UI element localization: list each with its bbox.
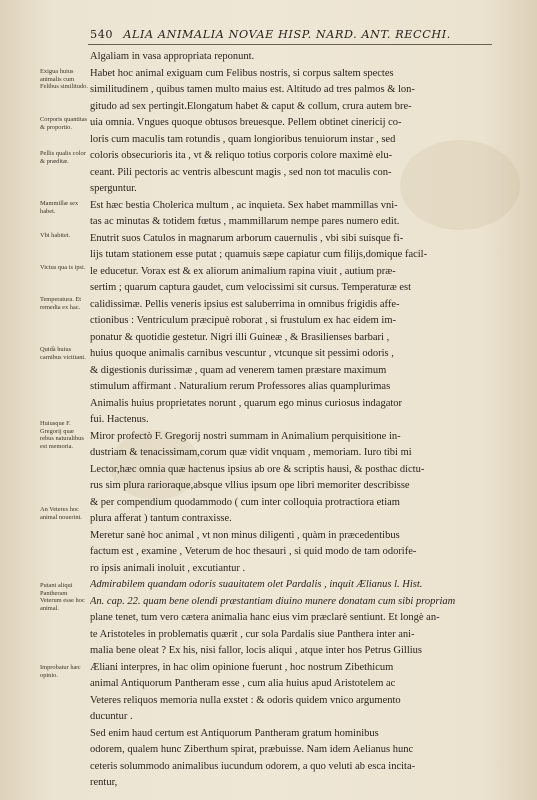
text-line: ctionibus : Ventriculum præcipuè roborat , si frustulum ex hac eidem im-	[90, 315, 396, 326]
margin-note: Putant aliqui Pantheram Veterum esse hoc animal.	[40, 582, 85, 612]
text-line: Algaliam in vasa appropriata reponunt.	[90, 51, 255, 62]
text-line: Æliani interpres, in hac olim opinione fuerunt , hoc nostrum Zibethicum	[90, 661, 394, 673]
text-line: fui. Hactenus.	[90, 414, 149, 425]
text-line: le educetur. Vorax est & ex aliorum animalium rapina viuit , autium præ-	[90, 265, 396, 277]
text-line: plura afferat ) tantum contraxisse.	[90, 513, 232, 524]
margin-note: Quidà huius carnibus victitant.	[40, 346, 86, 361]
text-line: sertim ; quarum captura gaudet, cum velocissimi sit cursus. Temperaturæ est	[90, 282, 411, 293]
text-line: Habet hoc animal exiguam cum Felibus nostris, si corpus saltem spectes	[90, 67, 394, 79]
page-number: 540	[90, 28, 114, 41]
text-line: gitudo ad sex pertingit.Elongatum habet & caput & collum, crura autem bre-	[90, 100, 412, 112]
text-line: malia bene oleat ? Ex his, nisi fallor, locis aliqui , atque inter hos Petrus Gillius	[90, 645, 423, 656]
text-line: stimulum affirmant . Naturalium rerum Professores alias quamplurimas	[90, 381, 391, 392]
text-line: sperguntur.	[90, 183, 137, 194]
margin-note: Victus qua is ipsi.	[40, 264, 86, 271]
text-line: ducuntur .	[90, 711, 133, 722]
text-line: similitudinem , quibus tamen multo maius est. Altitudo ad tres palmos & lon-	[90, 84, 415, 95]
text-line: Lector,hæc omnia quæ hactenus ipsius ab ore & scriptis hausi, & posthac dictu-	[90, 463, 425, 475]
text-line: plane tenet, tum vero cætera animalia hanc eius vim præclarè sentiunt. Et longè an-	[90, 612, 440, 623]
margin-note: Mammillæ sex habet.	[40, 200, 79, 215]
text-line: Enutrit suos Catulos in magnarum arborum cauernulis , vbi sibi suisque fi-	[90, 232, 404, 244]
quote-line: An. cap. 22. quam bene olendi præstantiam diuino munere donatam cum sibi propriam	[90, 595, 456, 607]
text-line: uia omnia. Vngues quoque obtusos breuesque. Pellem obtinet cinericij co-	[90, 117, 402, 128]
text-line: animal Antiquorum Pantheram esse , cum alia huius apud Aristotelem ac	[90, 678, 396, 689]
text-line: & digestionis durissimæ , quam ad venerem tamen præstare maximum	[90, 364, 387, 376]
text-line: rentur,	[90, 777, 118, 788]
text-line: huius quoque animalis carnibus vescuntur , vtcunque sit pessimi odoris ,	[90, 348, 394, 359]
text-line: Sed enim haud certum est Antiquorum Pantheram gratum hominibus	[90, 727, 379, 739]
margin-note: Temperatura. Et remedia ex hac.	[40, 296, 82, 311]
text-line: Veteres reliquos memoria nulla exstet : & odoris quidem vnico argumento	[90, 694, 401, 706]
text-line: ro ipsis animali inoluit , excutiantur .	[90, 562, 246, 574]
running-title: ALIA ANIMALIA NOVAE HISP. NARD. ANT. RECCHI.	[123, 28, 451, 41]
text-line: te Aristoteles in problematis quærit , cur sola Pardalis siue Panthera inter ani-	[90, 628, 415, 640]
text-line: loris cum maculis tam rotundis , quam longioribus tenuiorum instar , sed	[90, 133, 396, 145]
margin-note: Corporis quantitas & proportio.	[40, 116, 88, 131]
text-line: calidissimæ. Pellis veneris ipsius est saluberrima in omnibus frigidis affe-	[90, 298, 400, 310]
header-rule	[88, 44, 492, 45]
margin-note: An Veteres hoc animal nouerint.	[40, 506, 82, 521]
text-line: ceant. Pili pectoris ac ventris albescunt magis , sed non tot maculis con-	[90, 166, 392, 178]
margin-note: Exigua huius animalis cum Felibus similitudo.	[40, 68, 88, 91]
text-line: ceteris solummodo animalibus iucundum odorem, a quo veluti ab esca incita-	[90, 760, 416, 772]
text-line: ponatur & quotidie gestetur. Nigri illi Guineæ , & Brasilienses barbari ,	[90, 331, 390, 343]
body-text	[90, 49, 492, 792]
text-line: lijs tutam stationem esse putat ; quamuis sæpe capiatur cum filijs,domique facil-	[90, 249, 428, 260]
text-line: Est hæc bestia Cholerica multum , ac inquieta. Sex habet mammillas vni-	[90, 199, 398, 211]
margin-note: Vbi habitet.	[40, 232, 71, 239]
text-line: coloris obsecurioris ita , vt & reliquo totius corporis colore maximè elu-	[90, 150, 393, 161]
quote-line: Admirabilem quandam odoris suauitatem olet Pardalis , inquit Ælianus l. Hist.	[90, 579, 423, 590]
text-line: odorem, qualem hunc Ziberthum spirat, præbuisse. Nam idem Aelianus hunc	[90, 744, 414, 755]
text-line: dustriam & tenacissimam,corum quæ vidit vnquam , memoriam. Iuro tibi mi	[90, 447, 412, 458]
text-line: Meretur sanè hoc animal , vt non minus diligenti , quàm in præcedentibus	[90, 529, 400, 541]
text-line: rus sim plura rarioraque,absque vllius ipsum ope libri memoriter describisse	[90, 480, 410, 491]
text-line: Miror profectò F. Gregorij nostri summam in Animalium perquisitione in-	[90, 430, 401, 442]
text-line: & per compendium quodammodo ( cum inter colloquia protractiora etiam	[90, 496, 400, 508]
text-line: Animalis huius proprietates norunt , quarum ego minus curiosus indagator	[90, 397, 403, 409]
text-line: factum est , examine , Veterum de hoc thesauri , si quid modo de tam odorife-	[90, 546, 417, 557]
running-header	[90, 28, 490, 41]
text-line: tas ac minutas & totidem fœtus , mammillarum nempe pares numero edit.	[90, 216, 400, 227]
margin-note: Huiusque F. Gregorij quæ rebus naturalibus est memoria.	[40, 420, 84, 450]
margin-note: Improbatur hæc opinio.	[40, 664, 81, 679]
margin-note: Pellis qualis color & præditæ.	[40, 150, 86, 165]
